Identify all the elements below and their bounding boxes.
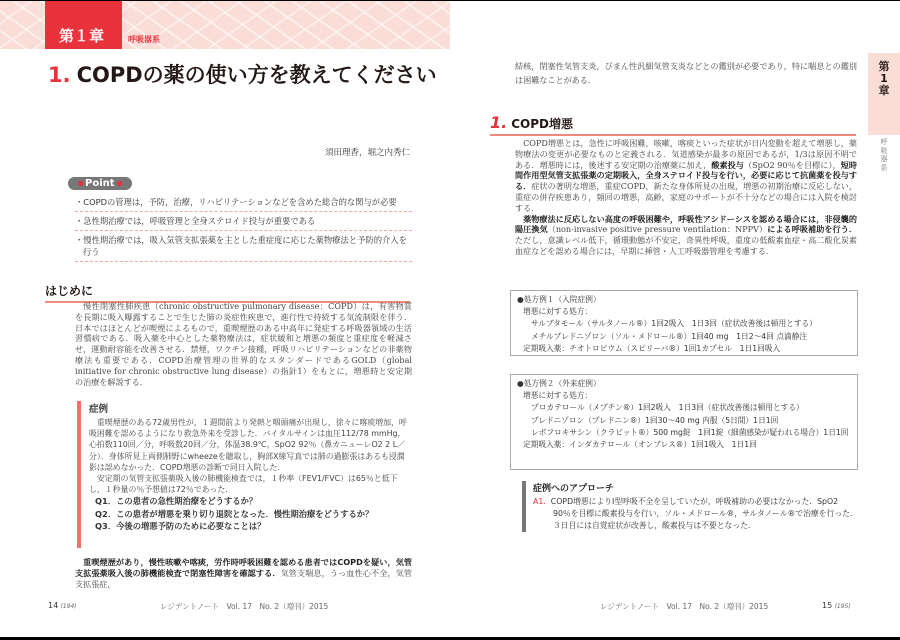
prescription-item: プロカテロール（メプチン®）1回2吸入 1日3回（症状改善後は頓用とする） bbox=[531, 403, 804, 413]
prescription-subtitle: 増悪に対する処方： bbox=[523, 307, 593, 317]
prescription-item: メチルプレドニゾロン（ソル・メドロール®）1回40 mg 1日2～4回 点滴静注 bbox=[531, 331, 808, 341]
footer-journal-right: レジデントノート Vol. 17 No. 2（増刊）2015 bbox=[600, 602, 769, 611]
prescription-maintenance: 定期吸入薬：チオトロピウム（スピリーバ®）1回1カプセル 1日1回吸入 bbox=[523, 343, 781, 353]
case-question: Q3．今後の増悪予防のために必要なことは？ bbox=[95, 521, 266, 532]
prescription-title: ●処方例２（外来症例） bbox=[517, 379, 601, 388]
page-number-left: 14 (194) bbox=[48, 601, 77, 610]
prescription-box-1 bbox=[510, 290, 858, 356]
prescription-maintenance: 定期吸入薬：インダカテロール（オンブレス®）1回1吸入 1日1回 bbox=[523, 440, 757, 450]
case-box bbox=[77, 401, 412, 548]
intro-paragraph: 慢性閉塞性肺疾患（chronic obstructive pulmonary disease：COPD）は，有害物質を長期に吸入曝露することで生じた肺の炎症性疾患で，進行性で持続する気流制限を伴う．日本ではほとんどが喫煙によるもので，重喫煙歴のある中高年に発症する呼吸器領域の生活習慣病である．吸入薬を中心とした薬物療法は，症状緩和と増悪の頻度と重症度を軽減させ，運動耐容能を改善させる．禁煙，ワクチン接種，呼吸リハビリテーションなどの非薬物療法も重要である．COPD治療管理の世界的なスタンダードであるGOLD（global initiative for chronic obstructive lung disease）の指針1）をもとに，増悪時と安定期の治療を解説する． bbox=[75, 301, 412, 387]
side-category: 呼 吸 器 系 bbox=[880, 138, 888, 172]
case-paragraph: 重喫煙歴のある72歳男性が，１週間前より発熱と咽頭痛が出現し，徐々に喀痰増加，呼吸困難を認めるようになり救急外来を受診した．バイタルサインは血圧112/78 mmHg，心拍数110回／分，呼吸数20回／分，体温38.9℃，SpO2 92％（鼻カニューレO2 2 L／分）．身体所見上両側肺野にwheezeを聴取し，胸部X線写真では肺の過膨張はあるも浸潤影は認めなかった．COPD増悪の診断で同日入院した． bbox=[89, 418, 407, 472]
authors: 須田理香，堀之内秀仁 bbox=[324, 148, 410, 158]
chapter-label: 第１章 bbox=[45, 1, 122, 49]
exacerbation-text bbox=[515, 138, 857, 257]
point-item: ・COPDの管理は，予防，治療，リハビリテーションなどを含めた総合的な関与が必要 bbox=[75, 193, 412, 212]
dot-icon bbox=[78, 181, 83, 186]
chapter-side-tab[interactable]: 第 1 章 bbox=[868, 53, 900, 135]
case-question: Q1．この患者の急性期治療をどうするか？ bbox=[95, 496, 258, 507]
case-title: 症例 bbox=[89, 404, 109, 415]
case-approach bbox=[522, 481, 858, 532]
approach-title: 症例へのアプローチ bbox=[533, 484, 615, 494]
category-label: 呼吸器系 bbox=[128, 35, 160, 44]
prescription-subtitle: 増悪に対する処方： bbox=[523, 391, 593, 401]
closing-paragraph: 重喫煙歴があり，慢性咳嗽や喀痰，労作時呼吸困難を認める患者ではCOPDを疑い，気管支拡張薬吸入後の肺機能検査で閉塞性障害を確認する．気管支喘息，うっ血性心不全，気管支拡張症， bbox=[75, 557, 412, 589]
section-heading: 1. COPD増悪 bbox=[490, 113, 856, 136]
point-list bbox=[75, 193, 412, 262]
case-paragraph: 安定期の気管支拡張薬吸入後の肺機能検査では，１秒率（FEV1/FVC）は65％と低下し，１秒量の％予想値は72％であった． bbox=[89, 474, 398, 495]
exacerbation-paragraph-1: COPD増悪とは，急性に呼吸困難，咳嗽，喀痰といった症状が日内変動を超えて増悪し，薬物療法の変更が必要なものと定義される．気道感染が最多の原因であるが，1/3は原因不明である．増悪時には，後述する安定期の治療薬に加え，酸素投与（SpO2 90％を目標に），短時間作用型気管支拡張薬の定期吸入，全身ステロイド投与を行い，必要に応じて抗菌薬を投与する．症状の著明な増悪，重症COPD，新たな身体所見の出現，増悪の初期治療に反応しない，重症の併存疾患あり，頻回の増悪，高齢，家庭のサポートが不十分などの場合には入院を検討する． bbox=[515, 138, 857, 213]
title-text: COPDの薬の使い方を教えてください bbox=[76, 63, 437, 87]
prescription-item: サルブタモール（サルタノール®）1回2吸入 1日3回（症状改善後は頓用とする） bbox=[531, 319, 817, 329]
title-number: 1. bbox=[48, 63, 71, 87]
exacerbation-paragraph-2: 薬物療法に反応しない高度の呼吸困難や，呼吸性アシドーシスを認める場合には，非侵襲的陽圧換気（non-invasive positive pressure ventilation：NPPV）による呼吸補助を行う．ただし，意識レベル低下，循環動態が不安定，奇異性呼吸，重度の低酸素血症・高二酸化炭素血症などを認める場合には，早期に挿管・人工呼吸器管理を考慮する． bbox=[515, 213, 857, 256]
dot-icon bbox=[117, 181, 122, 186]
article-title bbox=[48, 59, 437, 89]
intro-heading: はじめに bbox=[45, 282, 410, 303]
point-item: ・急性期治療では，呼吸管理と全身ステロイド投与が重要である bbox=[75, 212, 412, 231]
prescription-item: プレドニゾロン（プレドニン®）1回30～40 mg 内服（5日間）1日1回 bbox=[531, 415, 779, 425]
footer-journal-left: レジデントノート Vol. 17 No. 2（増刊）2015 bbox=[160, 602, 329, 611]
point-badge: Point bbox=[68, 177, 132, 190]
approach-answer: A1. COPD増悪によりⅠ型呼吸不全を呈していたが，呼吸補助の必要はなかった．SpO2 90％を目標に酸素投与を行い，ソル・メドロール®，サルタノール®で治療を行った．３日目には自覚症状が改善し，酸素投与は不要となった． bbox=[533, 497, 858, 530]
prescription-item: レボフロキサシン（クラビット®）500 mg錠 1回1錠（細菌感染が疑われる場合）1日1回 bbox=[531, 427, 849, 437]
page-number-right: 15 (195) bbox=[822, 601, 851, 610]
prescription-title: ●処方例１（入院症例） bbox=[517, 295, 601, 304]
prescription-box-2 bbox=[510, 374, 858, 470]
continuation-paragraph: 結核，閉塞性気管支炎，びまん性汎細気管支炎などとの鑑別が必要であり，特に喘息との鑑別は困難なことがある． bbox=[515, 61, 857, 85]
case-question: Q2．この患者が増悪を乗り切り退院となった．慢性期治療をどうするか？ bbox=[95, 508, 374, 519]
point-item: ・慢性期治療では，吸入気管支拡張薬を主とした重症度に応じた薬物療法と予防的介入を行う bbox=[75, 231, 412, 262]
